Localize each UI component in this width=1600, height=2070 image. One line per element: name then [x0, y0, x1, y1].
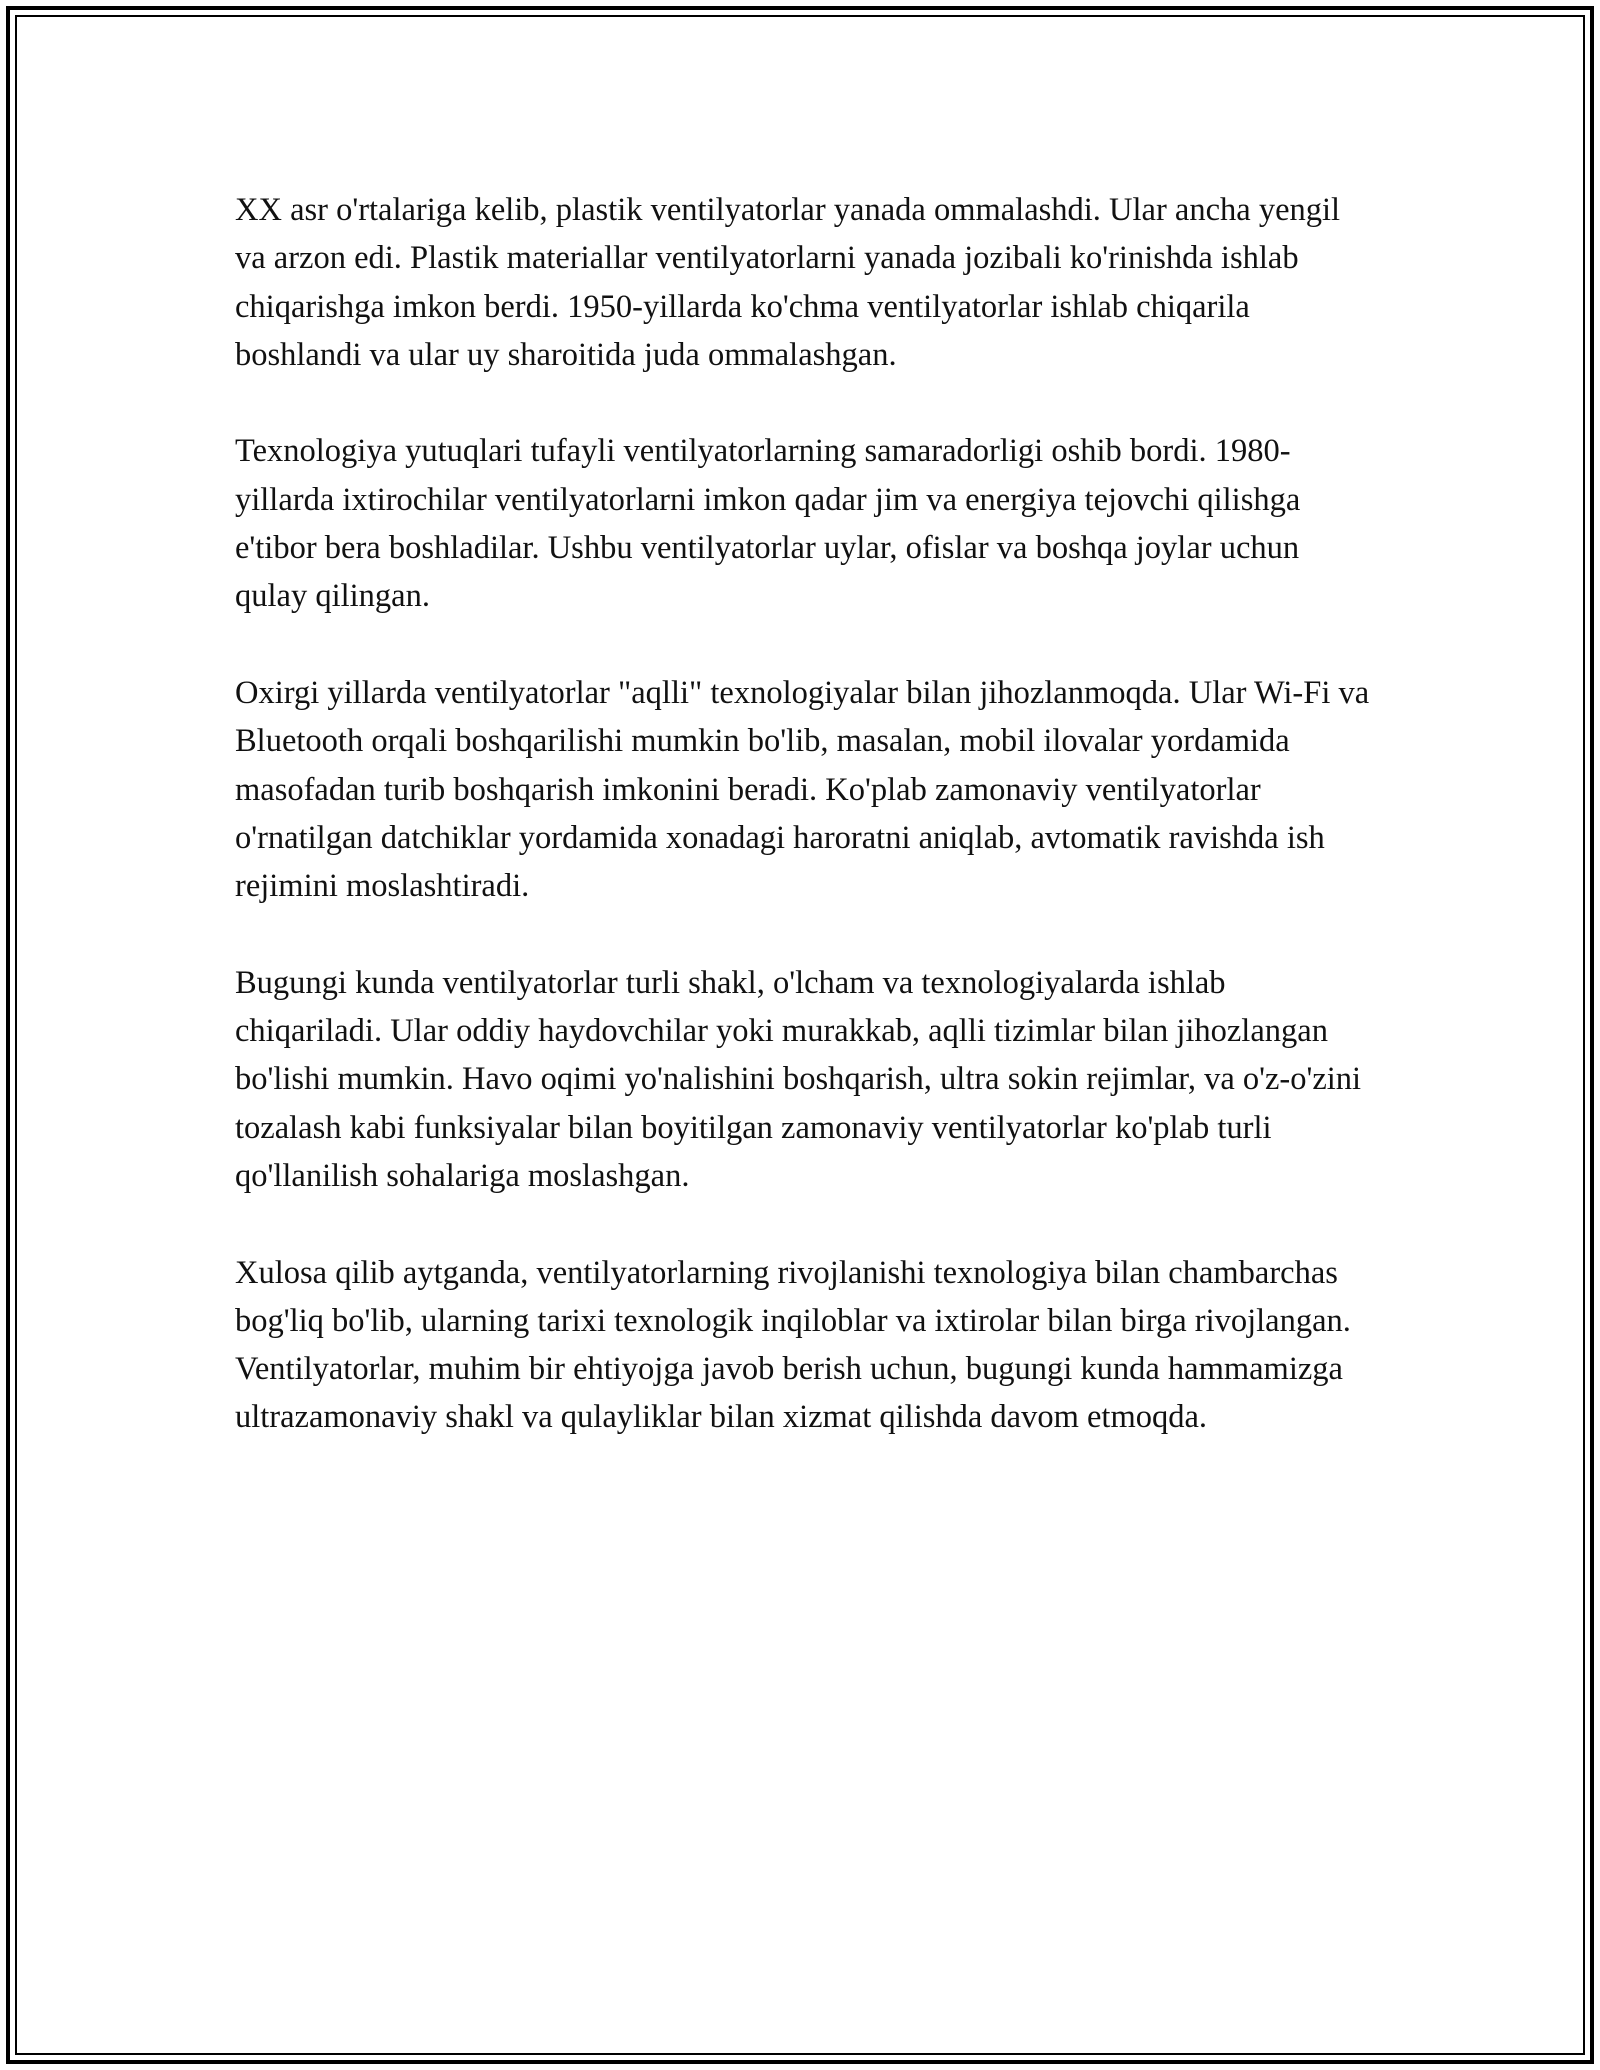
- paragraph-technology-advances: Texnologiya yutuqlari tufayli ventilyatorlarning samaradorligi oshib bordi. 1980-yillarda ixtirochilar ventilyatorlarni imkon qadar jim va energiya tejovchi qilishga e'tibor bera boshladilar. Ushbu ventilyatorlar uylar, ofislar va boshqa joylar uchun qulay qilingan.: [235, 433, 1301, 615]
- paragraph-modern-fans: Bugungi kunda ventilyatorlar turli shakl, o'lcham va texnologiyalarda ishlab chiqariladi. Ular oddiy haydovchilar yoki murakkab, aqlli tizimlar bilan jihozlangan bo'lishi mumkin. Havo oqimi yo'nalishini boshqarish, ultra sokin rejimlar, va o'z-o'zini tozalash kabi funksiyalar bilan boyitilgan zamonaviy ventilyatorlar ko'plab turli qo'llanilish sohalariga moslashgan.: [235, 964, 1362, 1194]
- paragraph-plastic-fans: XX asr o'rtalariga kelib, plastik ventilyatorlar yanada ommalashdi. Ular ancha yengil va arzon edi. Plastik materiallar ventilyatorlarni yanada jozibali ko'rinishda ishlab chiqarishga imkon berdi. 1950-yillarda ko'chma ventilyatorlar ishlab chiqarila boshlandi va ular uy sharoitida juda ommalashgan.: [235, 192, 1341, 373]
- paragraph-conclusion: Xulosa qilib aytganda, ventilyatorlarning rivojlanishi texnologiya bilan chambarchas bog'liq bo'lib, ularning tarixi texnologik inqiloblar va ixtirolar bilan birga rivojlangan. Ventilyatorlar, muhim bir ehtiyojga javob berish uchun, bugungi kunda hammamizga ultrazamonaviy shakl va qulayliklar bilan xizmat qilishda davom etmoqda.: [235, 1254, 1351, 1436]
- paragraph-smart-fans: Oxirgi yillarda ventilyatorlar "aqlli" texnologiyalar bilan jihozlanmoqda. Ular Wi-Fi va Bluetooth orqali boshqarilishi mumkin bo'lib, masalan, mobil ilovalar yordamida masofadan turib boshqarish imkonini beradi. Ko'plab zamonaviy ventilyatorlar o'rnatilgan datchiklar yordamida xonadagi haroratni aniqlab, avtomatik ravishda ish rejimini moslashtiradi.: [235, 674, 1370, 905]
- document-body: [235, 186, 1375, 1490]
